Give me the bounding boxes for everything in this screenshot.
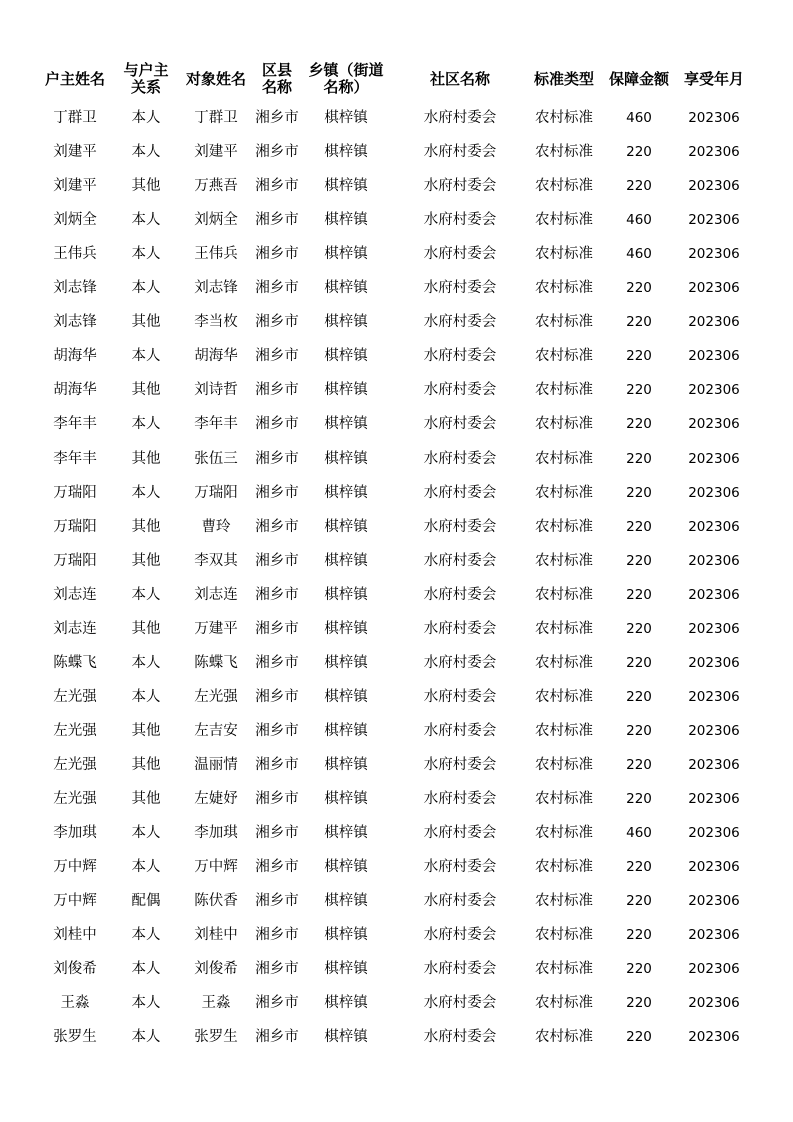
cell-benefit-month: 202306 <box>688 552 740 569</box>
cell-community-name: 水府村委会 <box>423 756 497 773</box>
table-row <box>0 612 793 646</box>
cell-township-name: 棋梓镇 <box>324 1029 368 1046</box>
cell-benefit-month: 202306 <box>688 620 740 637</box>
table-row <box>0 271 793 305</box>
cell-standard-type: 农村标准 <box>535 314 593 331</box>
cell-township-name: 棋梓镇 <box>324 314 368 331</box>
cell-standard-type: 农村标准 <box>535 280 593 297</box>
table-row <box>0 442 793 476</box>
cell-benefit-month: 202306 <box>688 688 740 705</box>
cell-county-name: 湘乡市 <box>255 791 299 807</box>
cell-subsidy-amount: 220 <box>626 450 652 467</box>
table-row <box>0 782 793 816</box>
table-row <box>0 680 793 714</box>
cell-household-head-name: 李年丰 <box>53 416 97 433</box>
cell-township-name: 棋梓镇 <box>324 825 368 841</box>
cell-benefit-month: 202306 <box>688 859 740 876</box>
cell-standard-type: 农村标准 <box>535 348 593 365</box>
cell-relation-to-head: 其他 <box>131 722 161 739</box>
cell-community-name: 水府村委会 <box>423 995 497 1012</box>
cell-township-name: 棋梓镇 <box>324 348 368 365</box>
cell-standard-type: 农村标准 <box>535 825 593 841</box>
cell-relation-to-head: 本人 <box>131 859 161 876</box>
cell-township-name: 棋梓镇 <box>324 382 368 399</box>
cell-relation-to-head: 本人 <box>131 280 161 297</box>
cell-standard-type: 农村标准 <box>535 178 593 195</box>
cell-household-head-name: 刘俊希 <box>53 961 97 978</box>
cell-county-name: 湘乡市 <box>255 722 299 739</box>
cell-county-name: 湘乡市 <box>255 280 299 297</box>
cell-county-name: 湘乡市 <box>255 144 299 161</box>
cell-community-name: 水府村委会 <box>423 518 497 535</box>
cell-household-head-name: 王淼 <box>60 995 90 1012</box>
cell-household-head-name: 刘炳全 <box>53 212 97 229</box>
table-row <box>0 476 793 510</box>
cell-benefit-month: 202306 <box>688 927 740 944</box>
cell-household-head-name: 左光强 <box>53 688 97 705</box>
table-row <box>0 373 793 407</box>
cell-subsidy-amount: 460 <box>626 212 652 229</box>
cell-standard-type: 农村标准 <box>535 416 593 433</box>
cell-benefit-month: 202306 <box>688 995 740 1012</box>
cell-subsidy-amount: 220 <box>626 144 652 161</box>
cell-relation-to-head: 其他 <box>131 791 161 807</box>
cell-benefit-month: 202306 <box>688 450 740 467</box>
table-row <box>0 816 793 850</box>
cell-county-name: 湘乡市 <box>255 654 299 671</box>
cell-household-head-name: 刘志锋 <box>53 280 97 297</box>
header-standard-type: 标准类型 <box>533 69 594 88</box>
cell-standard-type: 农村标准 <box>535 484 593 501</box>
cell-community-name: 水府村委会 <box>423 552 497 569</box>
cell-township-name: 棋梓镇 <box>324 654 368 671</box>
table-row <box>0 578 793 612</box>
table-row <box>0 850 793 884</box>
table-row <box>0 510 793 544</box>
cell-household-head-name: 李加琪 <box>53 825 97 841</box>
header-household-head-name: 户主姓名 <box>44 69 105 88</box>
cell-township-name: 棋梓镇 <box>324 212 368 229</box>
cell-community-name: 水府村委会 <box>423 450 497 467</box>
cell-standard-type: 农村标准 <box>535 212 593 229</box>
cell-household-head-name: 左光强 <box>53 756 97 773</box>
cell-subsidy-amount: 220 <box>626 722 652 739</box>
cell-relation-to-head: 本人 <box>131 586 161 603</box>
cell-county-name: 湘乡市 <box>255 1029 299 1046</box>
cell-beneficiary-name: 胡海华 <box>194 348 238 365</box>
cell-beneficiary-name: 万瑞阳 <box>194 484 238 501</box>
cell-township-name: 棋梓镇 <box>324 552 368 569</box>
cell-benefit-month: 202306 <box>688 144 740 161</box>
cell-relation-to-head: 本人 <box>131 927 161 944</box>
cell-county-name: 湘乡市 <box>255 825 299 841</box>
header-beneficiary-name: 对象姓名 <box>185 69 246 88</box>
header-county-name: 区县 名称 <box>261 61 292 96</box>
cell-relation-to-head: 本人 <box>131 654 161 671</box>
cell-county-name: 湘乡市 <box>255 416 299 433</box>
cell-standard-type: 农村标准 <box>535 893 593 910</box>
header-community-name: 社区名称 <box>429 69 490 88</box>
cell-household-head-name: 胡海华 <box>53 382 97 399</box>
cell-benefit-month: 202306 <box>688 518 740 535</box>
cell-county-name: 湘乡市 <box>255 586 299 603</box>
cell-beneficiary-name: 李年丰 <box>194 416 238 433</box>
cell-subsidy-amount: 220 <box>626 859 652 876</box>
cell-community-name: 水府村委会 <box>423 416 497 433</box>
cell-beneficiary-name: 李当枚 <box>194 314 238 331</box>
cell-county-name: 湘乡市 <box>255 961 299 978</box>
cell-relation-to-head: 本人 <box>131 212 161 229</box>
cell-county-name: 湘乡市 <box>255 859 299 876</box>
cell-relation-to-head: 本人 <box>131 416 161 433</box>
cell-community-name: 水府村委会 <box>423 620 497 637</box>
cell-benefit-month: 202306 <box>688 110 740 126</box>
cell-standard-type: 农村标准 <box>535 756 593 773</box>
cell-household-head-name: 左光强 <box>53 791 97 807</box>
cell-subsidy-amount: 220 <box>626 416 652 433</box>
cell-township-name: 棋梓镇 <box>324 484 368 501</box>
cell-standard-type: 农村标准 <box>535 688 593 705</box>
table-row <box>0 748 793 782</box>
cell-township-name: 棋梓镇 <box>324 144 368 161</box>
cell-relation-to-head: 配偶 <box>131 893 161 910</box>
cell-subsidy-amount: 220 <box>626 893 652 910</box>
cell-township-name: 棋梓镇 <box>324 927 368 944</box>
cell-standard-type: 农村标准 <box>535 791 593 807</box>
cell-county-name: 湘乡市 <box>255 484 299 501</box>
cell-beneficiary-name: 刘建平 <box>194 144 238 161</box>
cell-relation-to-head: 本人 <box>131 1029 161 1046</box>
table-row <box>0 101 793 135</box>
cell-benefit-month: 202306 <box>688 314 740 331</box>
cell-community-name: 水府村委会 <box>423 791 497 807</box>
cell-benefit-month: 202306 <box>688 586 740 603</box>
table-row <box>0 952 793 986</box>
cell-township-name: 棋梓镇 <box>324 416 368 433</box>
table-row <box>0 305 793 339</box>
cell-household-head-name: 万中辉 <box>53 893 97 910</box>
table-row <box>0 169 793 203</box>
cell-township-name: 棋梓镇 <box>324 995 368 1012</box>
cell-household-head-name: 刘志连 <box>53 586 97 603</box>
cell-relation-to-head: 本人 <box>131 246 161 263</box>
cell-county-name: 湘乡市 <box>255 348 299 365</box>
cell-standard-type: 农村标准 <box>535 722 593 739</box>
cell-beneficiary-name: 刘诗哲 <box>194 382 238 399</box>
cell-township-name: 棋梓镇 <box>324 450 368 467</box>
cell-township-name: 棋梓镇 <box>324 688 368 705</box>
cell-beneficiary-name: 刘志锋 <box>194 280 238 297</box>
cell-community-name: 水府村委会 <box>423 144 497 161</box>
cell-household-head-name: 陈蝶飞 <box>53 654 97 671</box>
cell-benefit-month: 202306 <box>688 722 740 739</box>
cell-county-name: 湘乡市 <box>255 688 299 705</box>
cell-subsidy-amount: 220 <box>626 348 652 365</box>
cell-county-name: 湘乡市 <box>255 893 299 910</box>
cell-household-head-name: 刘志连 <box>53 620 97 637</box>
cell-household-head-name: 万中辉 <box>53 859 97 876</box>
cell-household-head-name: 刘志锋 <box>53 314 97 331</box>
cell-county-name: 湘乡市 <box>255 314 299 331</box>
cell-community-name: 水府村委会 <box>423 280 497 297</box>
cell-household-head-name: 万瑞阳 <box>53 484 97 501</box>
cell-household-head-name: 王伟兵 <box>53 246 97 263</box>
cell-relation-to-head: 其他 <box>131 178 161 195</box>
cell-subsidy-amount: 220 <box>626 961 652 978</box>
cell-beneficiary-name: 刘桂中 <box>194 927 238 944</box>
cell-benefit-month: 202306 <box>688 893 740 910</box>
cell-subsidy-amount: 460 <box>626 246 652 263</box>
cell-household-head-name: 左光强 <box>53 722 97 739</box>
cell-benefit-month: 202306 <box>688 791 740 807</box>
table-row <box>0 237 793 271</box>
cell-relation-to-head: 其他 <box>131 314 161 331</box>
cell-community-name: 水府村委会 <box>423 1029 497 1046</box>
cell-county-name: 湘乡市 <box>255 552 299 569</box>
table-row <box>0 339 793 373</box>
cell-benefit-month: 202306 <box>688 1029 740 1046</box>
cell-subsidy-amount: 460 <box>626 110 652 126</box>
cell-standard-type: 农村标准 <box>535 961 593 978</box>
cell-county-name: 湘乡市 <box>255 246 299 263</box>
cell-benefit-month: 202306 <box>688 280 740 297</box>
cell-beneficiary-name: 陈伏香 <box>194 893 238 910</box>
cell-township-name: 棋梓镇 <box>324 756 368 773</box>
cell-relation-to-head: 本人 <box>131 144 161 161</box>
cell-community-name: 水府村委会 <box>423 893 497 910</box>
cell-subsidy-amount: 220 <box>626 178 652 195</box>
cell-household-head-name: 刘桂中 <box>53 927 97 944</box>
table-row <box>0 646 793 680</box>
cell-beneficiary-name: 陈蝶飞 <box>194 654 238 671</box>
header-subsidy-amount: 保障金额 <box>608 69 669 88</box>
cell-standard-type: 农村标准 <box>535 246 593 263</box>
cell-standard-type: 农村标准 <box>535 859 593 876</box>
cell-county-name: 湘乡市 <box>255 756 299 773</box>
cell-beneficiary-name: 温丽情 <box>194 756 238 773</box>
cell-township-name: 棋梓镇 <box>324 893 368 910</box>
cell-county-name: 湘乡市 <box>255 518 299 535</box>
cell-relation-to-head: 本人 <box>131 348 161 365</box>
cell-community-name: 水府村委会 <box>423 825 497 841</box>
cell-subsidy-amount: 220 <box>626 791 652 807</box>
cell-community-name: 水府村委会 <box>423 382 497 399</box>
cell-community-name: 水府村委会 <box>423 212 497 229</box>
cell-beneficiary-name: 张伍三 <box>194 450 238 467</box>
cell-subsidy-amount: 220 <box>626 927 652 944</box>
cell-beneficiary-name: 万中辉 <box>194 859 238 876</box>
header-township-name: 乡镇（街道 名称） <box>308 61 384 96</box>
cell-community-name: 水府村委会 <box>423 246 497 263</box>
cell-benefit-month: 202306 <box>688 825 740 841</box>
cell-community-name: 水府村委会 <box>423 348 497 365</box>
table-row <box>0 918 793 952</box>
cell-community-name: 水府村委会 <box>423 110 497 126</box>
cell-community-name: 水府村委会 <box>423 688 497 705</box>
cell-relation-to-head: 其他 <box>131 450 161 467</box>
cell-subsidy-amount: 460 <box>626 825 652 841</box>
table-row <box>0 714 793 748</box>
cell-township-name: 棋梓镇 <box>324 620 368 637</box>
table-row <box>0 544 793 578</box>
cell-community-name: 水府村委会 <box>423 927 497 944</box>
cell-community-name: 水府村委会 <box>423 586 497 603</box>
cell-household-head-name: 胡海华 <box>53 348 97 365</box>
header-benefit-month: 享受年月 <box>683 69 744 88</box>
cell-county-name: 湘乡市 <box>255 212 299 229</box>
cell-beneficiary-name: 张罗生 <box>194 1029 238 1046</box>
cell-county-name: 湘乡市 <box>255 927 299 944</box>
cell-household-head-name: 刘建平 <box>53 144 97 161</box>
cell-benefit-month: 202306 <box>688 382 740 399</box>
cell-household-head-name: 万瑞阳 <box>53 552 97 569</box>
header-relation-to-head: 与户主 关系 <box>123 61 169 96</box>
cell-relation-to-head: 其他 <box>131 620 161 637</box>
cell-standard-type: 农村标准 <box>535 927 593 944</box>
cell-beneficiary-name: 王淼 <box>201 995 231 1012</box>
cell-beneficiary-name: 刘志连 <box>194 586 238 603</box>
cell-county-name: 湘乡市 <box>255 620 299 637</box>
cell-beneficiary-name: 王伟兵 <box>194 246 238 263</box>
cell-subsidy-amount: 220 <box>626 756 652 773</box>
cell-community-name: 水府村委会 <box>423 722 497 739</box>
cell-beneficiary-name: 刘炳全 <box>194 212 238 229</box>
cell-community-name: 水府村委会 <box>423 178 497 195</box>
cell-benefit-month: 202306 <box>688 246 740 263</box>
cell-township-name: 棋梓镇 <box>324 722 368 739</box>
cell-standard-type: 农村标准 <box>535 110 593 126</box>
table-row <box>0 135 793 169</box>
cell-community-name: 水府村委会 <box>423 484 497 501</box>
cell-community-name: 水府村委会 <box>423 314 497 331</box>
cell-benefit-month: 202306 <box>688 654 740 671</box>
table-row <box>0 203 793 237</box>
cell-subsidy-amount: 220 <box>626 654 652 671</box>
cell-beneficiary-name: 李双其 <box>194 552 238 569</box>
cell-township-name: 棋梓镇 <box>324 859 368 876</box>
cell-benefit-month: 202306 <box>688 212 740 229</box>
cell-county-name: 湘乡市 <box>255 382 299 399</box>
cell-standard-type: 农村标准 <box>535 1029 593 1046</box>
cell-benefit-month: 202306 <box>688 416 740 433</box>
cell-benefit-month: 202306 <box>688 348 740 365</box>
cell-township-name: 棋梓镇 <box>324 280 368 297</box>
cell-standard-type: 农村标准 <box>535 995 593 1012</box>
cell-beneficiary-name: 万燕吾 <box>194 178 238 195</box>
cell-benefit-month: 202306 <box>688 484 740 501</box>
cell-subsidy-amount: 220 <box>626 1029 652 1046</box>
cell-subsidy-amount: 220 <box>626 280 652 297</box>
cell-benefit-month: 202306 <box>688 756 740 773</box>
cell-township-name: 棋梓镇 <box>324 178 368 195</box>
cell-standard-type: 农村标准 <box>535 518 593 535</box>
cell-standard-type: 农村标准 <box>535 144 593 161</box>
cell-benefit-month: 202306 <box>688 961 740 978</box>
cell-relation-to-head: 其他 <box>131 518 161 535</box>
cell-household-head-name: 刘建平 <box>53 178 97 195</box>
cell-township-name: 棋梓镇 <box>324 246 368 263</box>
cell-relation-to-head: 本人 <box>131 688 161 705</box>
cell-community-name: 水府村委会 <box>423 859 497 876</box>
cell-standard-type: 农村标准 <box>535 382 593 399</box>
table-row <box>0 986 793 1020</box>
cell-relation-to-head: 本人 <box>131 825 161 841</box>
cell-community-name: 水府村委会 <box>423 654 497 671</box>
cell-household-head-name: 万瑞阳 <box>53 518 97 535</box>
cell-beneficiary-name: 左婕妤 <box>194 791 238 807</box>
cell-relation-to-head: 本人 <box>131 484 161 501</box>
cell-beneficiary-name: 万建平 <box>194 620 238 637</box>
cell-township-name: 棋梓镇 <box>324 586 368 603</box>
cell-standard-type: 农村标准 <box>535 654 593 671</box>
cell-household-head-name: 丁群卫 <box>53 110 97 126</box>
cell-subsidy-amount: 220 <box>626 995 652 1012</box>
cell-relation-to-head: 其他 <box>131 552 161 569</box>
cell-beneficiary-name: 刘俊希 <box>194 961 238 978</box>
cell-relation-to-head: 本人 <box>131 995 161 1012</box>
cell-county-name: 湘乡市 <box>255 995 299 1012</box>
table-row <box>0 884 793 918</box>
cell-relation-to-head: 其他 <box>131 382 161 399</box>
cell-beneficiary-name: 李加琪 <box>194 825 238 841</box>
cell-beneficiary-name: 曹玲 <box>201 518 231 535</box>
cell-subsidy-amount: 220 <box>626 314 652 331</box>
cell-beneficiary-name: 丁群卫 <box>194 110 238 126</box>
cell-subsidy-amount: 220 <box>626 552 652 569</box>
cell-standard-type: 农村标准 <box>535 620 593 637</box>
cell-subsidy-amount: 220 <box>626 382 652 399</box>
cell-county-name: 湘乡市 <box>255 450 299 467</box>
cell-subsidy-amount: 220 <box>626 484 652 501</box>
cell-standard-type: 农村标准 <box>535 450 593 467</box>
cell-beneficiary-name: 左光强 <box>194 688 238 705</box>
table-row <box>0 1020 793 1054</box>
cell-subsidy-amount: 220 <box>626 620 652 637</box>
cell-benefit-month: 202306 <box>688 178 740 195</box>
table-row <box>0 407 793 441</box>
cell-relation-to-head: 本人 <box>131 110 161 126</box>
cell-township-name: 棋梓镇 <box>324 961 368 978</box>
cell-household-head-name: 张罗生 <box>53 1029 97 1046</box>
cell-subsidy-amount: 220 <box>626 518 652 535</box>
cell-community-name: 水府村委会 <box>423 961 497 978</box>
cell-relation-to-head: 本人 <box>131 961 161 978</box>
cell-county-name: 湘乡市 <box>255 110 299 126</box>
cell-township-name: 棋梓镇 <box>324 791 368 807</box>
cell-township-name: 棋梓镇 <box>324 518 368 535</box>
cell-county-name: 湘乡市 <box>255 178 299 195</box>
cell-township-name: 棋梓镇 <box>324 110 368 126</box>
cell-household-head-name: 李年丰 <box>53 450 97 467</box>
cell-standard-type: 农村标准 <box>535 586 593 603</box>
cell-standard-type: 农村标准 <box>535 552 593 569</box>
cell-beneficiary-name: 左吉安 <box>194 722 238 739</box>
cell-subsidy-amount: 220 <box>626 586 652 603</box>
cell-subsidy-amount: 220 <box>626 688 652 705</box>
cell-relation-to-head: 其他 <box>131 756 161 773</box>
